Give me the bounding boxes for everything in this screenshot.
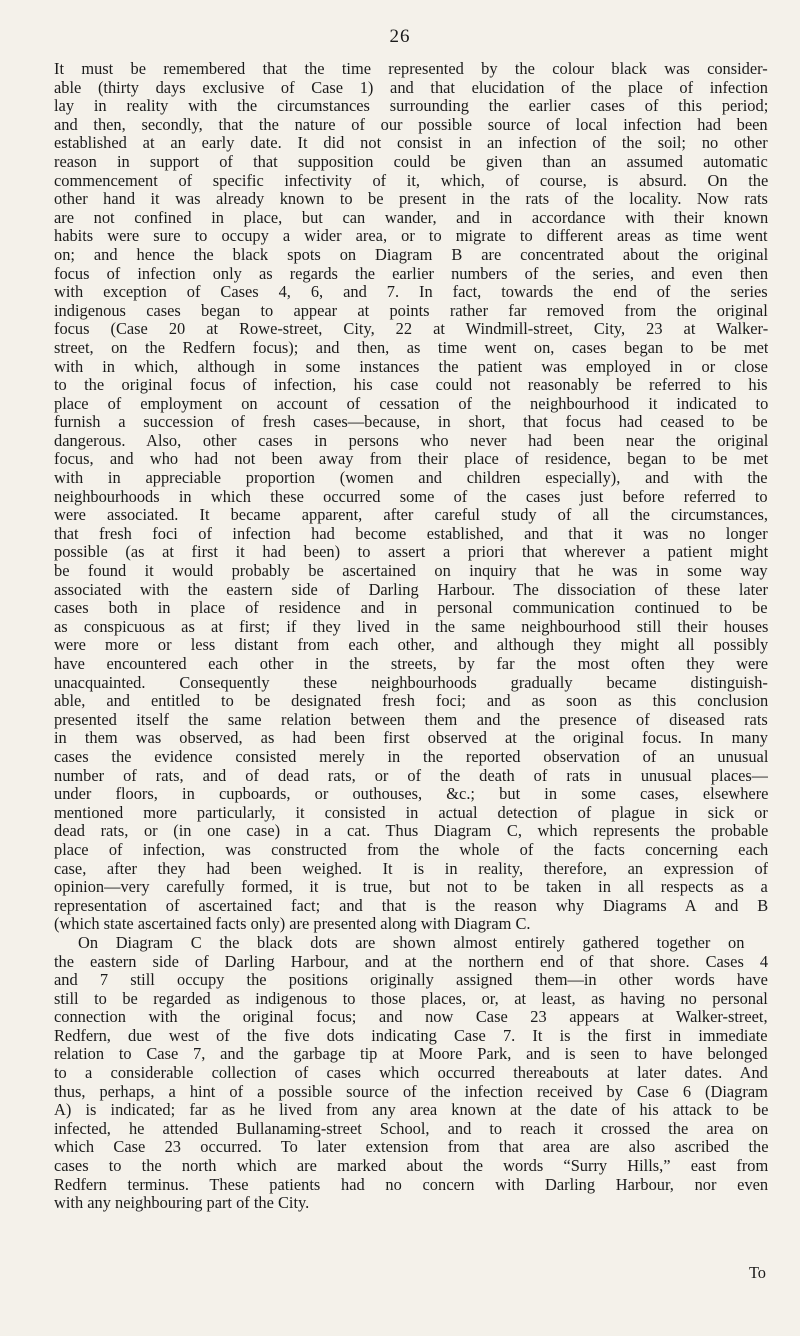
text-line: with exception of Cases 4, 6, and 7. In fact, towards the end of the series bbox=[54, 283, 768, 302]
text-line: Redfern, due west of the five dots indicating Case 7. It is the first in immediate bbox=[54, 1026, 768, 1045]
text-line: associated with the eastern side of Darling Harbour. The dissociation of these later bbox=[54, 580, 768, 599]
text-line: able, and entitled to be designated fresh foci; and as soon as this conclusion bbox=[54, 692, 768, 711]
text-line: (which state ascertained facts only) are presented along with Diagram C. bbox=[54, 915, 531, 934]
text-line: were more or less distant from each other, and although they might all possibly bbox=[54, 636, 768, 655]
text-line: as conspicuous as at first; if they lived in the same neighbourhood still their houses bbox=[54, 617, 768, 636]
text-line: relation to Case 7, and the garbage tip at Moore Park, and is seen to have belonged bbox=[54, 1045, 768, 1064]
text-line: cases the evidence consisted merely in the reported observation of an unusual bbox=[54, 747, 768, 766]
text-line: other hand it was already known to be present in the rats of the locality. Now rats bbox=[54, 190, 768, 209]
text-line: cases to the north which are marked about the words “Surry Hills,” east from bbox=[54, 1157, 768, 1176]
text-line: the eastern side of Darling Harbour, and at the northern end of that shore. Cases 4 bbox=[54, 952, 768, 971]
text-line: lay in reality with the circumstances surrounding the earlier cases of this period; bbox=[54, 97, 768, 116]
text-line: It must be remembered that the time represented by the colour black was consider- bbox=[54, 60, 768, 78]
text-line: were associated. It became apparent, after careful study of all the circumstances, bbox=[54, 506, 768, 525]
text-line: place of infection, was constructed from the whole of the facts concerning each bbox=[54, 840, 768, 859]
text-line: commencement of specific infectivity of it, which, of course, is absurd. On the bbox=[54, 171, 768, 190]
text-line: that fresh foci of infection had become established, and that it was no longer bbox=[54, 524, 768, 543]
text-line: are not confined in place, but can wander, and in accordance with their known bbox=[54, 208, 768, 227]
text-line: presented itself the same relation between them and the presence of diseased rats bbox=[54, 710, 768, 729]
text-line: focus, and who had not been away from their place of residence, began to be met bbox=[54, 450, 768, 469]
text-line: mentioned more particularly, it consisted in actual detection of plague in sick or bbox=[54, 803, 768, 822]
text-line: Redfern terminus. These patients had no concern with Darling Harbour, nor even bbox=[54, 1175, 768, 1194]
page-number: 26 bbox=[389, 26, 411, 47]
text-line: A) is indicated; far as he lived from any area known at the date of his attack to be bbox=[54, 1101, 768, 1120]
text-line: with in appreciable proportion (women and children especially), and with the bbox=[54, 469, 768, 488]
catchword: To bbox=[748, 1263, 766, 1282]
text-line: infected, he attended Bullanaming-street School, and to reach it crossed the area on bbox=[54, 1119, 768, 1138]
text-line: representation of ascertained fact; and that is the reason why Diagrams A and B bbox=[54, 896, 768, 915]
body-text bbox=[54, 60, 768, 1213]
text-line: reason in support of that supposition could be given than an assumed automatic bbox=[54, 152, 768, 171]
text-line: neighbourhoods in which these occurred some of the cases just before referred to bbox=[54, 487, 768, 506]
text-line: On Diagram C the black dots are shown almost entirely gathered together on bbox=[78, 933, 745, 952]
text-line: number of rats, and of dead rats, or of the death of rats in unusual places— bbox=[54, 766, 768, 785]
text-line: place of employment on account of cessation of the neighbourhood it indicated to bbox=[54, 394, 768, 413]
text-line: have encountered each other in the streets, by far the most often they were bbox=[54, 655, 768, 673]
text-line: still to be regarded as indigenous to those places, or, at least, as having no personal bbox=[54, 989, 768, 1008]
text-line: opinion—very carefully formed, it is true, but not to be taken in all respects as a bbox=[54, 878, 768, 897]
text-line: indigenous cases began to appear at points rather far removed from the original bbox=[54, 301, 768, 320]
text-line: to the original focus of infection, his case could not reasonably be referred to his bbox=[54, 376, 768, 395]
text-line: habits were sure to occupy a wider area, or to migrate to different areas as time went bbox=[54, 227, 768, 246]
text-line: under floors, in cupboards, or outhouses, &c.; but in some cases, elsewhere bbox=[54, 785, 768, 804]
text-line: focus of infection only as regards the earlier numbers of the series, and even then bbox=[54, 264, 768, 283]
text-line: case, after they had been weighed. It is in reality, therefore, an expression of bbox=[54, 859, 768, 878]
text-line: dangerous. Also, other cases in persons who never had been near the original bbox=[54, 431, 768, 450]
text-line: connection with the original focus; and now Case 23 appears at Walker-street, bbox=[54, 1008, 768, 1027]
text-line: which Case 23 occurred. To later extension from that area are also ascribed the bbox=[54, 1138, 768, 1157]
text-line: with any neighbouring part of the City. bbox=[54, 1194, 310, 1213]
text-line: able (thirty days exclusive of Case 1) and that elucidation of the place of infection bbox=[54, 78, 768, 97]
text-line: cases both in place of residence and in personal communication continued to be bbox=[54, 599, 768, 618]
text-line: furnish a succession of fresh cases—because, in short, that focus had ceased to be bbox=[54, 413, 768, 432]
text-line: with in which, although in some instances the patient was employed in or close bbox=[54, 357, 768, 376]
text-line: unacquainted. Consequently these neighbourhoods gradually became distinguish- bbox=[54, 673, 768, 692]
text-line: to a considerable collection of cases which occurred thereabouts at later dates. And bbox=[54, 1064, 768, 1083]
text-line: possible (as at first it had been) to assert a priori that wherever a patient might bbox=[54, 543, 768, 562]
text-line: and 7 still occupy the positions originally assigned them—in other words have bbox=[54, 971, 768, 990]
text-line: dead rats, or (in one case) in a cat. Thus Diagram C, which represents the probable bbox=[54, 822, 768, 841]
text-line: street, on the Redfern focus); and then, as time went on, cases began to be met bbox=[54, 338, 768, 357]
text-line: focus (Case 20 at Rowe-street, City, 22 at Windmill-street, City, 23 at Walker- bbox=[54, 320, 768, 339]
text-line: on; and hence the black spots on Diagram B are concentrated about the original bbox=[54, 245, 768, 264]
text-line: established at an early date. It did not consist in an infection of the soil; no other bbox=[54, 134, 768, 153]
text-line: thus, perhaps, a hint of a possible source of the infection received by Case 6 (Diagram bbox=[54, 1082, 768, 1101]
text-line: be found it would probably be ascertained on inquiry that he was in some way bbox=[54, 562, 768, 581]
text-line: and then, secondly, that the nature of our possible source of local infection had been bbox=[54, 115, 768, 134]
text-line: in them was observed, as had been first observed at the original focus. In many bbox=[54, 729, 768, 748]
